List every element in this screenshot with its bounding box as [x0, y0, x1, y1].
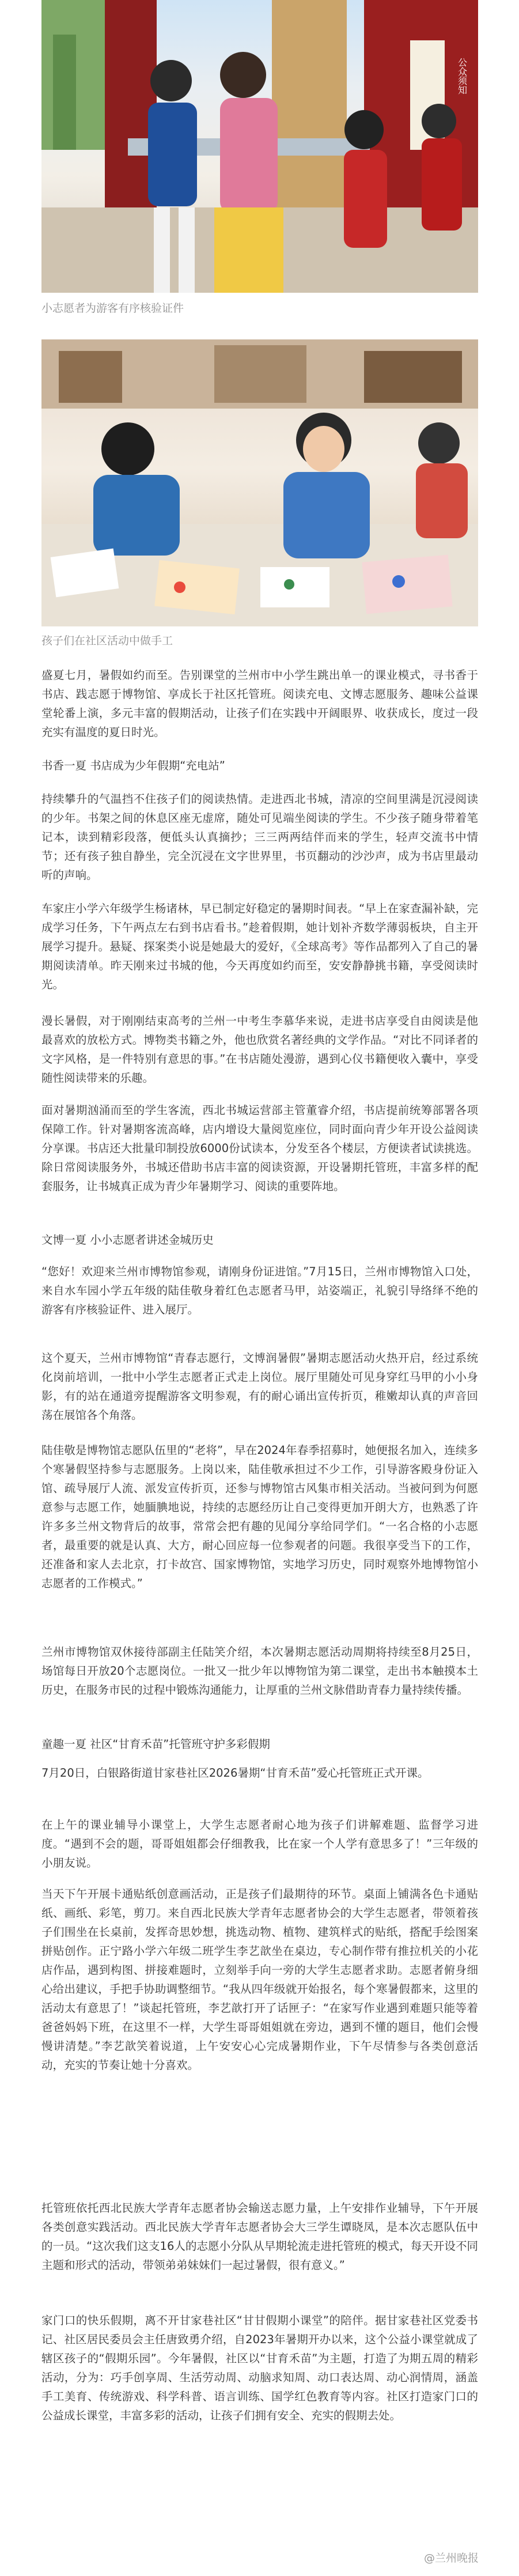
article-paragraph: 在上午的课业辅导小课堂上，大学生志愿者耐心地为孩子们讲解难题、监督学习进度。“遇到不会的题，哥哥姐姐都会仔细教我，比在家一个人学有意思多了！”三年级的小朋友说。 — [41, 1818, 478, 1869]
photo-volunteers-illustration — [41, 0, 478, 293]
article-paragraph: 持续攀升的气温挡不住孩子们的阅读热情。走进西北书城，清凉的空间里满是沉浸阅读的少年。书架之间的休息区座无虚席，随处可见端坐阅读的学生。不少孩子随身带着笔记本，读到精彩段落，便低头认真摘抄；三三两两结伴而来的学生，轻声交流书中情节；还有孩子独自静坐，完全沉浸在文字世界里，书页翻动的沙沙声，成为书店里最动听的声响。 — [41, 792, 478, 882]
photo-handcraft-illustration — [41, 339, 478, 626]
article-paragraph: 兰州市博物馆双休接待部副主任陆笑介绍，本次暑期志愿活动周期将持续至8月25日，场馆每日开放20个志愿岗位。一批又一批少年以博物馆为第二课堂，走出书本触摸本土历史，在服务市民的过程中锻炼沟通能力，让厚重的兰州文脉借助青春力量持续传播。 — [41, 1645, 478, 1697]
article-paragraph: 这个夏天，兰州市博物馆“青春志愿行，文博润暑假”暑期志愿活动火热开启，经过系统化岗前培训，一批中小学生志愿者正式走上岗位。展厅里随处可见身穿红马甲的小小身影，有的站在通道旁提醒游客文明参观，有的耐心诵出宣传折页，稚嫩却认真的声音回荡在展馆各个角落。 — [41, 1351, 478, 1422]
article-paragraph: 盛夏七月，暑假如约而至。告别课堂的兰州市中小学生跳出单一的课业模式，寻书香于书店、践志愿于博物馆、享成长于社区托管班。阅读充电、文博志愿服务、趣味公益课堂轮番上演，多元丰富的假期活动，让孩子们在实践中开阔眼界、收获成长，度过一段充实有温度的夏日时光。 — [41, 668, 478, 739]
article-paragraph: 陆佳敬是博物馆志愿队伍里的“老将”，早在2024年春季招募时，她便报名加入，连续多个寒暑假坚持参与志愿服务。上岗以来，陆佳敬承担过不少工作，引导游客殿身份证入馆、疏导展厅人流、派发宣传折页，还参与博物馆古风集市相关活动。当被问到为何愿意参与志愿工作，她腼腆地说，持续的志愿经历让自己变得更加开朗大方，也熟悉了许许多多兰州文物背后的故事，常常会把有趣的见闻分享给同学们。“一名合格的小志愿者，最重要的就是认真、大方，耐心回应每一位参观者的问题。我很享受当下的工作，还准备和家人去北京，打卡故宫、国家博物馆，实地学习历史，同时观察外地博物馆小志愿者的工作模式。” — [41, 1444, 478, 1590]
article-paragraph: 7月20日，白银路街道甘家巷社区2026暑期“甘育禾苗”爱心托管班正式开课。 — [41, 1766, 429, 1780]
section-heading: 书香一夏 书店成为少年假期“充电站” — [41, 759, 225, 772]
article-paragraph: 车家庄小学六年级学生杨诸林，早已制定好稳定的暑期时间表。“早上在家查漏补缺，完成学习任务，下午两点左右到书店看书。”趁着假期，她计划补齐数学薄弱板块，自主开展学习提升。悬疑、探案类小说是她最大的爱好，《全球高考》等作品都列入了自己的暑期阅读清单。昨天刚来过书城的他，今天再度如约而至，安安静静挑书籍，享受阅读时光。 — [41, 902, 478, 991]
source-watermark: @兰州晚报 — [423, 2552, 479, 2564]
article-paragraph: 漫长暑假，对于刚刚结束高考的兰州一中考生李慕华来说，走进书店享受自由阅读是他最喜欢的放松方式。博物类书籍之外，他也欣赏名著经典的文学作品。“对比不同译者的文字风格，是一件特别有意思的事。”在书店随处漫游，遇到心仪书籍便收入囊中，享受随性阅读带来的乐趣。 — [41, 1014, 478, 1085]
photo-caption: 孩子们在社区活动中做手工 — [41, 634, 173, 647]
notice-poster-text: 公众须知 — [456, 58, 468, 95]
article-paragraph: 当天下午开展卡通贴纸创意画活动，正是孩子们最期待的环节。桌面上铺满各色卡通贴纸、画纸、彩笔，剪刀。来自西北民族大学青年志愿者协会的大学生志愿者，带领着孩子们围坐在长桌前，发挥奇思妙想，挑选动物、植物、建筑样式的贴纸，搭配手绘图案拼贴创作。正宁路小学六年级二班学生李艺歆坐在桌边，专心制作带有推拉机关的小花店作品，遇到构图、拼接难题时，立刻举手向一旁的大学生志愿者求助。志愿者俯身细心给出建议，手把手协助调整细节。“我从四年级就开始报名，每个寒暑假都来，这里的活动太有意思了！”谈起托管班，李艺歆打开了话匣子：“在家写作业遇到难题只能等着爸爸妈妈下班，在这里不一样，大学生哥哥姐姐就在旁边，遇到不懂的题目，他们会慢慢讲清楚。”李艺歆笑着说道，上午安安心心完成暑期作业，下午尽情参与各类创意活动，充实的节奏让她十分喜欢。 — [41, 1887, 478, 2072]
article-paragraph: 托管班依托西北民族大学青年志愿者协会输送志愿力量，上午安排作业辅导，下午开展各类创意实践活动。西北民族大学青年志愿者协会大三学生谭晓凤，是本次志愿队伍中的一员。“这次我们这支16人的志愿小分队从早期轮流走进托管班的模式，每天开设不同主题和形式的活动，带领弟弟妹妹们一起过暑假，很有意义。” — [41, 2201, 478, 2272]
article-paragraph: 家门口的快乐假期，离不开甘家巷社区“甘甘假期小课堂”的陪伴。据甘家巷社区党委书记、社区居民委员会主任唐致勇介绍，自2023年暑期开办以来，这个公益小课堂就成了辖区孩子的“假期乐园”。今年暑假，社区以“甘育禾苗”为主题，打造了为期五周的精彩活动，分为：巧手创享周、生活劳动周、动脑求知周、动口表达周、动心润情周，涵盖手工美育、传统游戏、科学科普、语言训练、国学红色教育等内容。社区打造家门口的公益成长课堂，丰富多彩的活动，让孩子们拥有安全、充实的假期去处。 — [41, 2314, 478, 2422]
article-paragraph: 面对暑期汹涌而至的学生客流，西北书城运营部主管董睿介绍，书店提前统筹部署各项保障工作。针对暑期客流高峰，店内增设大量阅览座位，同时面向青少年开设公益阅读分享课。书店还大批量印制投放6000份试读本，分发至各个楼层，方便读者试读挑选。除日常阅读服务外，书城还借助书店丰富的阅读资源，开设暑期托管班，丰富多样的配套服务，让书城真正成为青少年暑期学习、阅读的重要阵地。 — [41, 1104, 478, 1193]
photo-children-handcraft — [41, 339, 478, 626]
section-heading: 文博一夏 小小志愿者讲述金城历史 — [41, 1233, 214, 1247]
section-heading: 童趣一夏 社区“甘育禾苗”托管班守护多彩假期 — [41, 1738, 270, 1751]
article-paragraph: “您好！欢迎来兰州市博物馆参观，请刚身份证进馆。”7月15日，兰州市博物馆入口处，来自水车园小学五年级的陆佳敬身着红色志愿者马甲，站姿端正，礼貌引导络绎不绝的游客有序核验证件、进入展厅。 — [41, 1265, 478, 1316]
photo-caption: 小志愿者为游客有序核验证件 — [41, 302, 184, 315]
photo-volunteers-checking-ids — [41, 0, 478, 293]
